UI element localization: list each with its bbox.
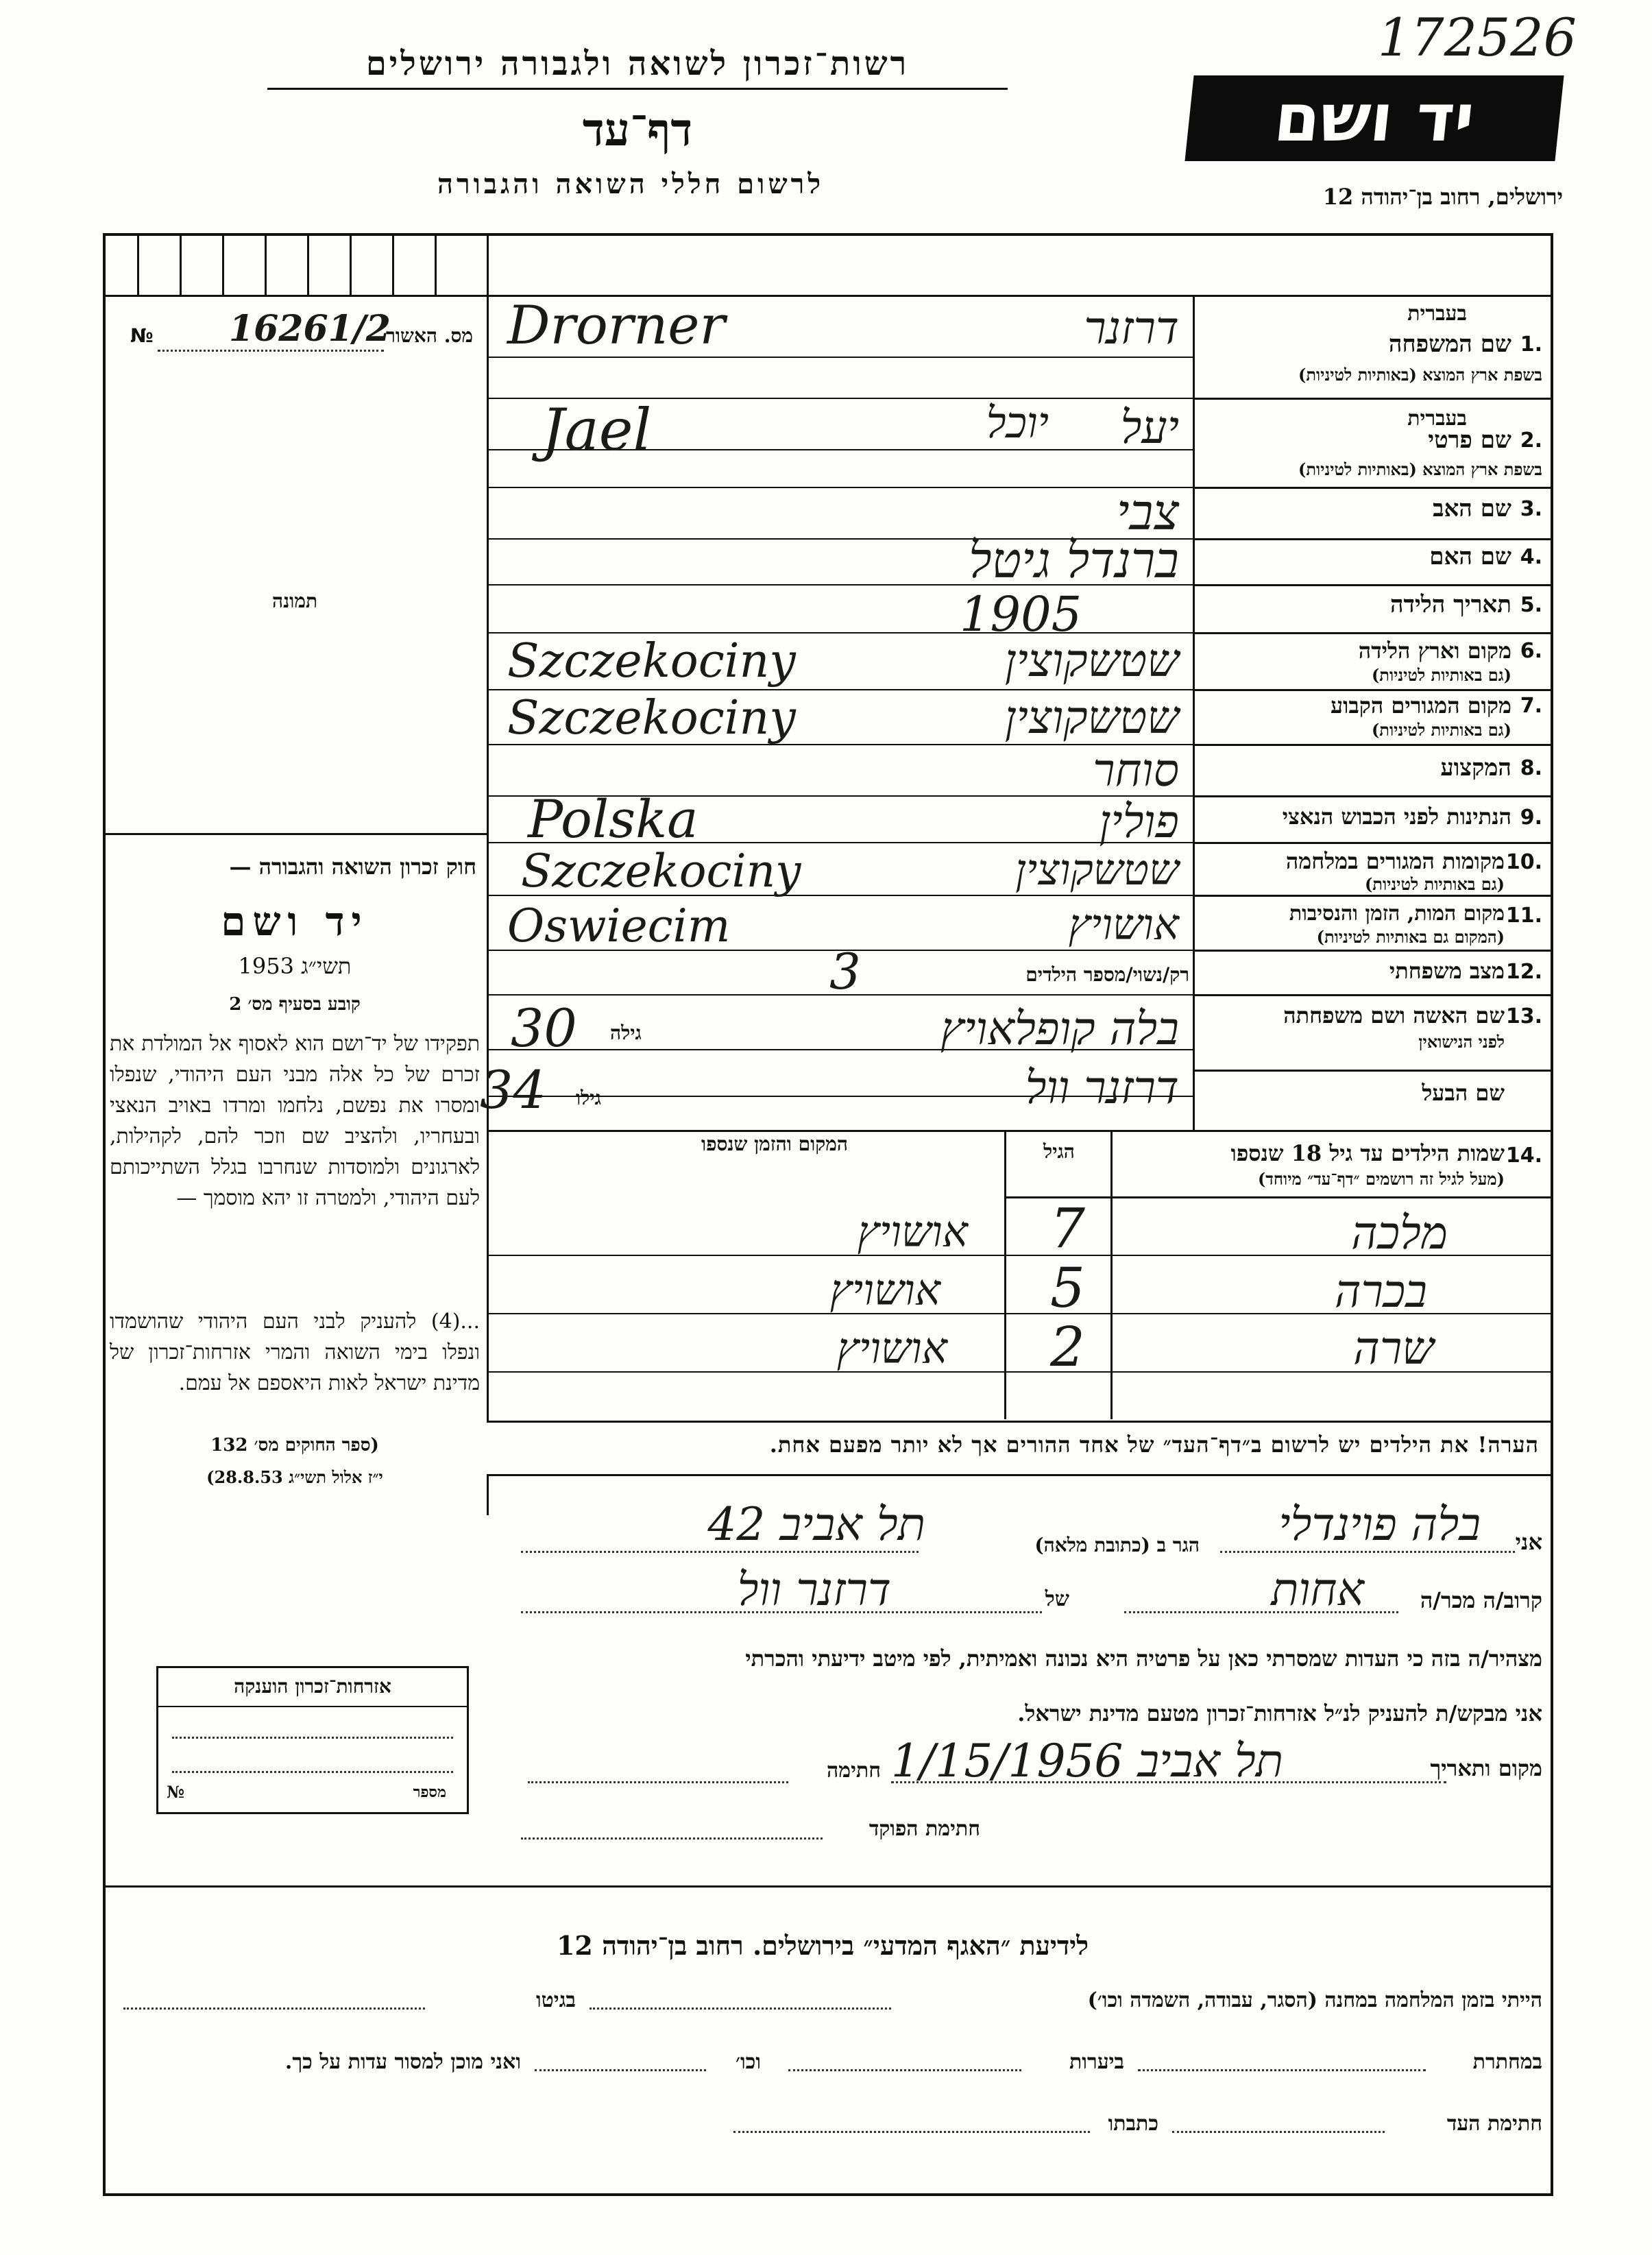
field-6-label: מקום וארץ הלידה <box>1358 638 1511 664</box>
row-line <box>1193 538 1551 540</box>
science-forests-dots <box>788 2069 1021 2071</box>
field-13-label: שם האשה ושם משפחתה <box>1283 1002 1505 1028</box>
field-10-sub: (גם באותיות לטיניות) <box>1364 874 1505 894</box>
field-2-sub: בשפת ארץ המוצא (באותיות לטיניות) <box>1298 459 1542 479</box>
children-section-line <box>487 1130 1551 1132</box>
row-line <box>1193 795 1551 797</box>
label-column-divider <box>1193 295 1195 1131</box>
yad-vashem-logo: יד ושם <box>1185 75 1564 161</box>
field-2-hebrew: יעל <box>1120 401 1179 454</box>
children-label: שמות הילדים עד גיל 18 שנספו <box>1230 1140 1505 1166</box>
law-year: תשי״ג 1953 <box>238 953 352 979</box>
row-line <box>1193 487 1551 489</box>
top-strip-line <box>103 295 1551 297</box>
hebrew-label-2: בעברית <box>1407 407 1467 431</box>
field-10-latin: Szczekociny <box>521 845 801 897</box>
official-signature-label: חתימת הפוקד <box>868 1817 980 1841</box>
declaration-address-dots <box>521 1551 919 1553</box>
field-8-value: סוחר <box>1093 744 1179 797</box>
child-name: שרה <box>1353 1322 1434 1375</box>
declaration-declare-text: מצהיר/ה בזה כי העדות שמסרתי כאן על פרטיה היא נכונה ואמיתית, לפי מיטב ידיעתי והכרתי <box>745 1645 1542 1672</box>
child-place: אושויץ <box>829 1265 940 1315</box>
declaration-place-date-dots <box>891 1781 1446 1783</box>
science-address-dots <box>733 2131 1090 2133</box>
field-1-latin: Drorner <box>507 295 725 357</box>
declaration-of-label: של <box>1045 1587 1069 1611</box>
answer-line <box>488 487 1193 488</box>
declaration-name: בלה פוינדלי <box>1278 1498 1481 1551</box>
declaration-of-value: דרזנר וול <box>737 1563 891 1616</box>
children-header-line <box>1004 1196 1551 1198</box>
field-13-age: 30 <box>511 998 577 1059</box>
field-13-sub: לפני הנישואין <box>1418 1032 1505 1052</box>
row-line <box>1193 950 1551 952</box>
field-3-value: צבי <box>1116 483 1179 541</box>
husband-age-label: גילו <box>576 1087 601 1109</box>
science-title: לידיעת ״האגף המדעי״ בירושלים. רחוב בן־יהודה 12 <box>556 1930 1089 1961</box>
science-camp-label: הייתי בזמן המלחמה במחנה (הסגר, עבודה, השמדה וכו׳) <box>1087 1988 1542 2012</box>
row-line <box>1193 842 1551 844</box>
field-13-age-label: גילה <box>610 1022 642 1044</box>
field-9-hebrew: פולין <box>1099 795 1179 848</box>
law-title: חוק זכרון השואה והגבורה — <box>229 854 476 880</box>
declaration-signature-label: חתימה <box>827 1759 881 1783</box>
science-forests-label: ביערות <box>1069 2050 1124 2074</box>
approval-label: מס. האשור <box>386 324 473 347</box>
field-4-value: ברנדל גיטל <box>968 531 1179 589</box>
declaration-place-date: תל אביב 1/15/1956 <box>891 1735 1284 1787</box>
certificate-dots-1 <box>172 1737 453 1739</box>
children-number: 14. <box>1505 1144 1542 1168</box>
field-1-sub: בשפת ארץ המוצא (באותיות לטיניות) <box>1298 365 1542 385</box>
field-2-number: 2. <box>1520 429 1542 453</box>
field-10-hebrew: שטשקוצין <box>1015 845 1179 895</box>
law-source: (ספר החוקים מס׳ 132 <box>210 1435 379 1456</box>
row-line <box>1193 895 1551 897</box>
field-7-label: מקום המגורים הקבוע <box>1331 692 1511 719</box>
declaration-of-dots <box>521 1611 1042 1613</box>
certificate-box <box>156 1666 469 1814</box>
strip-cell <box>137 236 139 295</box>
strip-cell <box>350 236 352 295</box>
declaration-place-date-label: מקום ותאריך <box>1430 1755 1542 1781</box>
strip-cell <box>435 236 437 295</box>
row-line <box>1193 398 1551 400</box>
photo-label: תמונה <box>271 590 318 612</box>
header-rule <box>267 88 1008 90</box>
row-line <box>1193 689 1551 691</box>
child-name: מלכה <box>1351 1207 1448 1259</box>
husband-age: 34 <box>480 1059 546 1120</box>
science-witness-signature-dots <box>1172 2131 1385 2133</box>
husband-value: דרזנר וול <box>1025 1061 1179 1114</box>
certificate-dots-2 <box>172 1771 453 1773</box>
field-6-sub: (גם באותיות לטיניות) <box>1371 665 1511 685</box>
declaration-relative-label: קרוב/ה מכר/ה <box>1420 1587 1542 1613</box>
approval-dots <box>158 350 384 352</box>
science-etc-label: וכו׳ <box>736 2050 761 2074</box>
field-5-value: 1905 <box>960 586 1082 642</box>
field-6-latin: Szczekociny <box>507 634 796 688</box>
field-2-label: שם פרטי <box>1428 426 1511 454</box>
row-line <box>1193 632 1551 634</box>
children-rows <box>488 1196 1551 1385</box>
strip-cell <box>222 236 224 295</box>
official-signature-dots <box>521 1837 823 1840</box>
declaration-relation: אחות <box>1271 1563 1364 1616</box>
photo-bottom-line <box>103 833 488 835</box>
field-9-latin: Polska <box>528 788 699 849</box>
science-top-line <box>103 1885 1551 1888</box>
science-etc-dots <box>535 2069 706 2071</box>
science-witness-signature-label: חתימת העד <box>1446 2112 1542 2136</box>
declaration-address: תל אביב 42 <box>707 1498 925 1551</box>
field-8-label: המקצוע <box>1440 754 1511 782</box>
note-top-line <box>487 1421 1551 1423</box>
field-9-label: הנתינות לפני הכבוש הנאצי <box>1282 804 1511 830</box>
child-age: 5 <box>1050 1256 1085 1320</box>
science-underground-dots <box>1138 2069 1426 2071</box>
child-place: אושויץ <box>857 1207 968 1257</box>
law-text: תפקידו של יד־ושם הוא לאסוף אל המולדת את זכרם של כל אלה מבני העם היהודי, שנפלו ומסרו את נפשם, נלחמו ומרדו באויב הנאצי ובעחריו, ולהציב שם וזכר להם, לקהילות, לארגונים ולמוסדות שנחרבו בגלל השתייכותם לעם היהודי, ולמטרה זו יהא מוסמך — <box>110 1032 480 1210</box>
declaration-i-label: אני <box>1515 1529 1542 1555</box>
strip-cell <box>180 236 182 295</box>
row-line <box>1193 584 1551 586</box>
field-6-number: 6. <box>1520 639 1542 663</box>
document-subtitle: לרשום חללי השואה והגבורה <box>437 168 825 200</box>
declaration-name-dots <box>1220 1551 1515 1553</box>
child-age: 7 <box>1050 1196 1085 1260</box>
field-11-hebrew: אושויץ <box>1068 900 1179 950</box>
row-line <box>1193 994 1551 996</box>
field-9-number: 9. <box>1520 806 1542 830</box>
note-bottom-line <box>487 1474 1551 1476</box>
field-11-latin: Oswiecim <box>507 900 731 952</box>
declaration-residing-label: הגר ב (כתובת מלאה) <box>1034 1534 1200 1556</box>
approval-value: 16261/2 <box>228 308 391 350</box>
answer-line <box>488 689 1193 690</box>
field-13-value: בלה קופלאויץ <box>940 1002 1179 1055</box>
field-11-sub: (המקום גם באותיות לטיניות) <box>1316 927 1505 947</box>
approval-no-sign: № <box>130 324 154 347</box>
child-place: אושויץ <box>836 1323 947 1373</box>
science-ghetto-label: בגיטו <box>535 1988 576 2012</box>
field-5-number: 5. <box>1520 593 1542 617</box>
declaration-request-text: אני מבקש/ת להעניק לנ״ל אזרחות־זכרון מטעם מדינת ישראל. <box>1017 1700 1542 1726</box>
row-line <box>1193 744 1551 746</box>
child-age: 2 <box>1050 1315 1085 1379</box>
row-line <box>1193 1070 1551 1072</box>
field-1-number: 1. <box>1520 333 1542 357</box>
field-5-label: תאריך הלידה <box>1389 591 1511 618</box>
header-address: ירושלים, רחוב בן־יהודה 12 <box>1322 184 1563 210</box>
declaration-relation-dots <box>1124 1611 1398 1613</box>
field-2-latin: Jael <box>542 396 652 463</box>
science-camp-dots <box>590 2007 891 2010</box>
field-4-label: שם האם <box>1429 543 1511 570</box>
note-text: הערה! את הילדים יש לרשום ב״דף־העד״ של אחד ההורים אך לא יותר מפעם אחת. <box>769 1432 1539 1458</box>
field-7-sub: (גם באותיות לטיניות) <box>1371 720 1511 740</box>
law-name: יד ושם <box>221 898 369 945</box>
field-6-hebrew: שטשקוצין <box>1004 634 1179 687</box>
strip-cell <box>392 236 394 295</box>
children-place-header: המקום והזמן שנספו <box>701 1133 848 1155</box>
law-date: י״ז אלול תשי״ג 28.8.53) <box>206 1467 383 1487</box>
certificate-no-sign: № <box>167 1782 185 1802</box>
answer-line <box>488 357 1193 358</box>
field-12-value: 3 <box>829 943 861 1000</box>
hebrew-label-1: בעברית <box>1407 302 1467 326</box>
field-3-number: 3. <box>1520 497 1542 521</box>
field-12-label: מצב משפחתי <box>1389 958 1505 984</box>
child-name: בכרה <box>1334 1265 1427 1318</box>
children-sub: (מעל לגיל זה רושמים ״דף־עד״ מיוחד) <box>1257 1169 1505 1189</box>
law-clause: קובע בסעיף מס׳ 2 <box>229 994 361 1015</box>
field-13-number: 13. <box>1505 1004 1542 1028</box>
certificate-title-rule <box>158 1706 467 1707</box>
field-10-label: מקומות המגורים במלחמה <box>1285 848 1505 874</box>
field-3-label: שם האב <box>1433 495 1511 522</box>
science-address-label: כתבתו <box>1108 2112 1158 2136</box>
field-7-latin: Szczekociny <box>507 691 796 745</box>
answer-line <box>488 632 1193 634</box>
children-age-header: הגיל <box>1043 1140 1075 1163</box>
science-willing-label: ואני מוכן למסור עדות על כך. <box>284 2050 521 2074</box>
document-title: דף־עד <box>582 103 693 156</box>
certificate-number-label: מספר <box>413 1783 446 1801</box>
field-11-label: מקום המות, הזמן והנסיבות <box>1289 902 1505 926</box>
certificate-title: אזרחות־זכרון הוענקה <box>234 1675 391 1698</box>
field-10-number: 10. <box>1505 850 1542 874</box>
declaration-left-border <box>487 1474 489 1515</box>
law-text-2: ...(4) להעניק לבני העם היהודי שהושמדו ונפלו בימי השואה והמרי אזרחות־זכרון של מדינת ישראל לאות היאספם אל עמם. <box>110 1310 480 1395</box>
field-1-label: שם המשפחה <box>1388 330 1511 358</box>
field-7-number: 7. <box>1520 694 1542 718</box>
field-1-hebrew: דרזנר <box>1084 302 1179 354</box>
field-7-hebrew: שטשקוצין <box>1004 691 1179 744</box>
field-12-number: 12. <box>1505 960 1542 984</box>
strip-cell <box>307 236 309 295</box>
science-ghetto-dots <box>123 2007 425 2010</box>
field-12-children-label: רק/נשוי/מספר הילדים <box>1025 963 1189 986</box>
declaration-signature-dots <box>528 1781 788 1783</box>
strip-cell <box>265 236 267 295</box>
field-4-number: 4. <box>1520 545 1542 569</box>
husband-label: שם הבעל <box>1422 1080 1505 1106</box>
archive-number: 172526 <box>1377 7 1577 68</box>
science-underground-label: במחתרת <box>1472 2050 1542 2074</box>
authority-title: רשות־זכרון לשואה ולגבורה ירושלים <box>365 45 910 83</box>
field-8-number: 8. <box>1520 756 1542 780</box>
field-2-hebrew-alt: יוכל <box>986 398 1049 448</box>
field-11-number: 11. <box>1505 904 1542 928</box>
